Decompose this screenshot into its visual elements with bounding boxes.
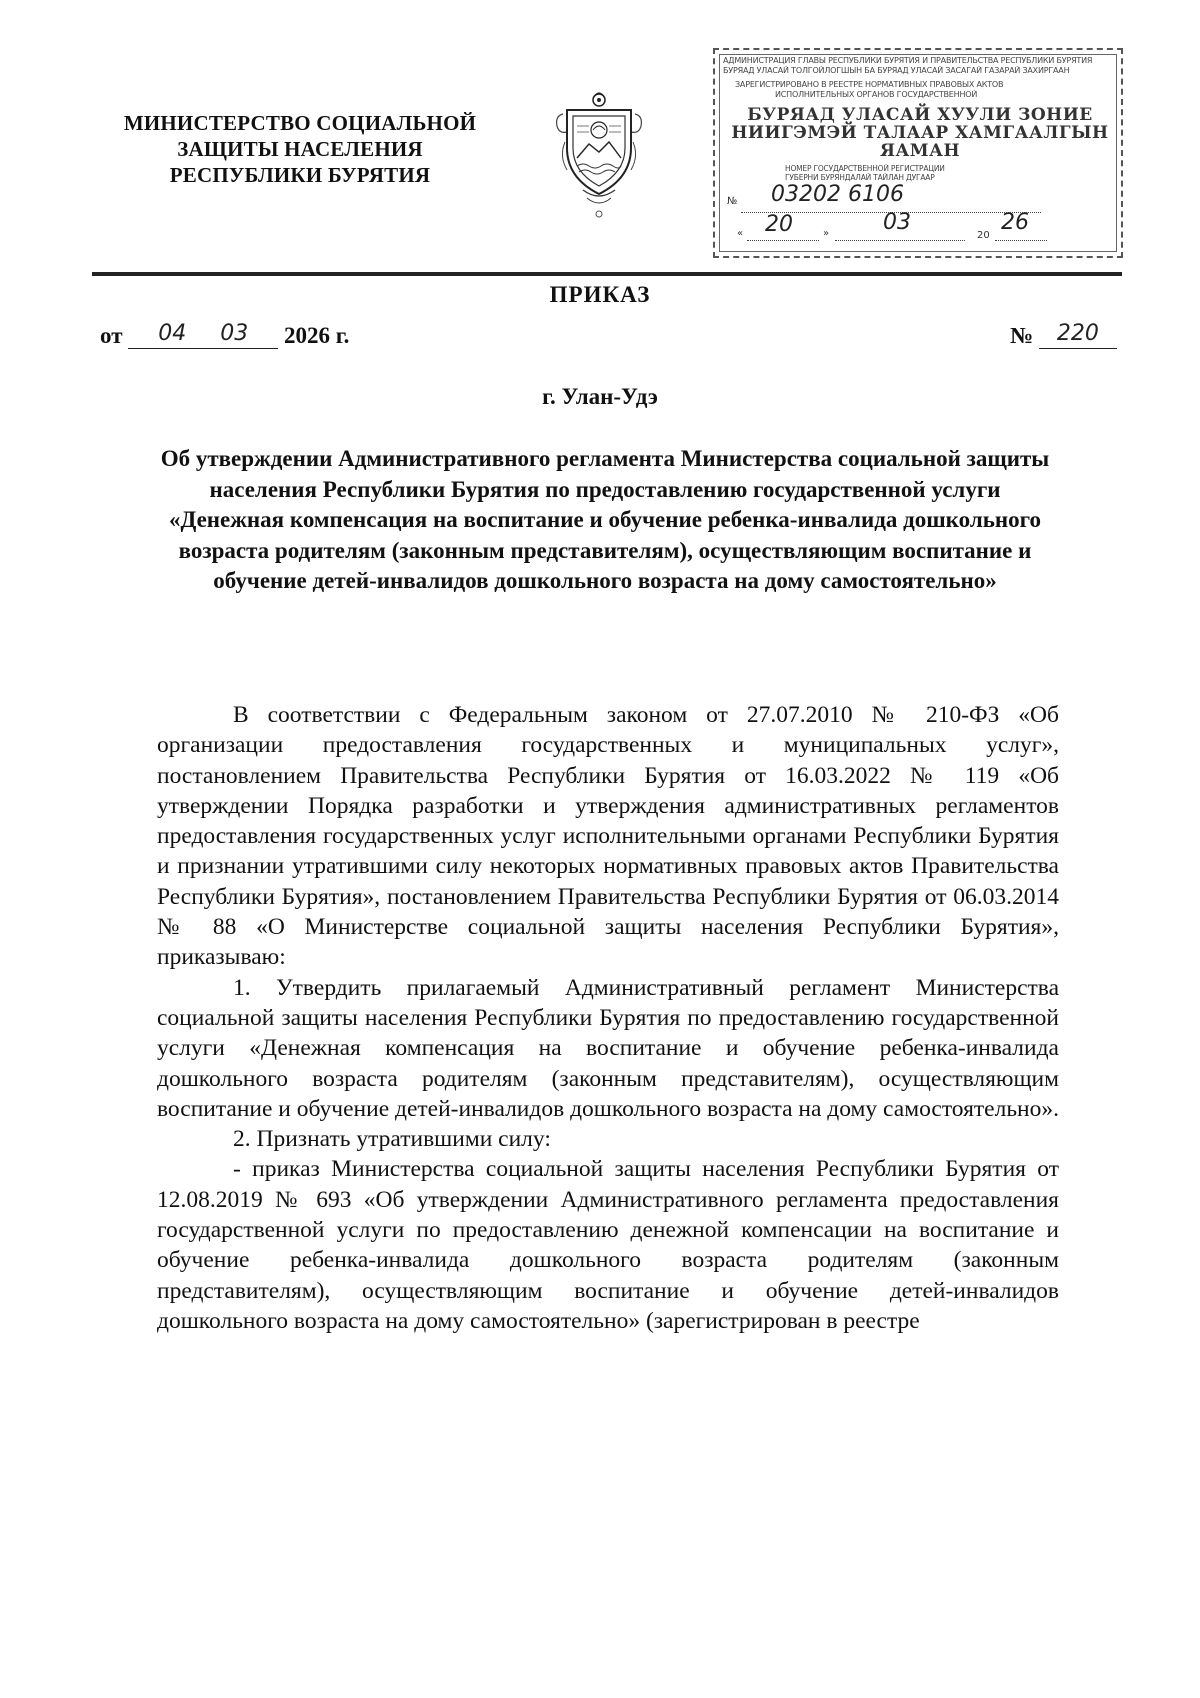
stamp-line-3: ЗАРЕГИСТРИРОВАНО В РЕЕСТРЕ НОРМАТИВНЫХ ПРАВОВЫХ АКТОВ	[735, 80, 1004, 89]
document-body	[157, 700, 1059, 1336]
stamp-date-day: 20	[765, 212, 793, 237]
date-month: 03	[220, 321, 249, 346]
ministry-line-2: ЗАЩИТЫ НАСЕЛЕНИЯ	[177, 137, 423, 161]
registration-stamp	[713, 48, 1123, 258]
ministry-line-3: РЕСПУБЛИКИ БУРЯТИЯ	[169, 163, 431, 187]
stamp-date-month: 03	[883, 210, 911, 235]
header-divider	[92, 272, 1122, 276]
order-number	[1010, 320, 1117, 349]
stamp-title-2: НИИГЭМЭЙ ТАЛААР ХАМГААЛГЫН	[731, 123, 1109, 143]
stamp-day-underline	[747, 240, 819, 241]
ministry-line-1: МИНИСТЕРСТВО СОЦИАЛЬНОЙ	[123, 111, 477, 135]
number-label: №	[1010, 323, 1034, 348]
order-date	[100, 320, 349, 349]
paragraph-item-1: 1. Утвердить прилагаемый Административный регламент Министерства социальной защиты населения Республики Бурятия по предоставлению государственной услуги «Денежная компенсация на воспитание и обучение ребенка-инвалида дошкольного возраста родителям (законным представителям), осуществляющим воспитание и обучение детей-инвалидов дошкольного возраста на дому самостоятельно».	[157, 974, 1060, 1122]
stamp-line-6: ГУБЕРНИ БУРЯНДАЛАЙ ТАЙЛАН ДУГААР	[785, 173, 935, 182]
stamp-line-5: НОМЕР ГОСУДАРСТВЕННОЙ РЕГИСТРАЦИИ	[785, 164, 945, 173]
document-heading: Об утверждении Административного регламента Министерства социальной защиты населения Республики Бурятия по предоставлению государственной услуги «Денежная компенсация на воспитание и обучение ребенка-инвалида дошкольного возраста родителям (законным представителям), осуществляющим воспитание и обучение детей-инвалидов дошкольного возраста на дому самостоятельно»	[160, 446, 1050, 593]
city: г. Улан-Удэ	[542, 384, 658, 409]
paragraph-preamble: В соответствии с Федеральным законом от 27.07.2010 № 210-ФЗ «Об организации предоставления государственных и муниципальных услуг», постановлением Правительства Республики Бурятия от 16.03.2022 № 119 «Об утверждении Порядка разработки и утверждения административных регламентов предоставления государственных услуг исполнительными органами Республики Бурятия и признании утратившими силу некоторых нормативных правовых актов Правительства Республики Бурятия», постановлением Правительства Республики Бурятия от 06.03.2014 № 88 «О Министерстве социальной защиты населения Республики Бурятия», приказываю:	[157, 702, 1059, 971]
stamp-title-1: БУРЯАД УЛАСАЙ ХУУЛИ ЗОНИЕ	[747, 105, 1093, 125]
stamp-quote-open: «	[737, 228, 744, 239]
stamp-year-underline	[995, 240, 1047, 241]
stamp-title-3: ЯАМАН	[879, 141, 961, 161]
number-value: 220	[1056, 321, 1099, 346]
date-day: 04	[158, 321, 187, 346]
paragraph-item-2-sub: - приказ Министерства социальной защиты населения Республики Бурятия от 12.08.2019 № 693 «Об утверждении Административного регламента предоставления государственной услуги по предоставлению денежной компенсации на воспитание и обучение ребенка-инвалида дошкольного возраста родителям (законным представителям), осуществляющим воспитание и обучение детей-инвалидов дошкольного возраста на дому самостоятельно» (зарегистрирован в реестре	[157, 1156, 1059, 1334]
number-blank	[1039, 320, 1117, 349]
order-title: ПРИКАЗ	[549, 282, 651, 307]
stamp-month-underline	[835, 240, 965, 241]
ministry-name	[100, 110, 500, 188]
stamp-quote-close: »	[823, 228, 830, 239]
stamp-number-label: №	[727, 196, 738, 207]
stamp-line-1: АДМИНИСТРАЦИЯ ГЛАВЫ РЕСПУБЛИКИ БУРЯТИЯ И ПРАВИТЕЛЬСТВА РЕСПУБЛИКИ БУРЯТИЯ	[723, 56, 1093, 65]
stamp-reg-number: 03202 6106	[771, 182, 904, 207]
stamp-year-suffix: 26	[1001, 210, 1029, 235]
stamp-year-prefix: 20	[977, 230, 990, 241]
paragraph-item-2: 2. Признать утратившими силу:	[233, 1126, 551, 1153]
date-prefix: от	[100, 323, 123, 348]
stamp-line-4: ИСПОЛНИТЕЛЬНЫХ ОРГАНОВ ГОСУДАРСТВЕННОЙ	[775, 90, 978, 99]
date-blank	[128, 320, 278, 349]
coat-of-arms-icon	[553, 86, 645, 226]
date-year: 2026 г.	[284, 323, 350, 348]
stamp-line-2: БУРЯАД УЛАСАЙ ТОЛГОЙЛОГШЫН БА БУРЯАД УЛАСАЙ ЗАСАГАЙ ГАЗАРАЙ ЗАХИРГААН	[723, 66, 1070, 75]
